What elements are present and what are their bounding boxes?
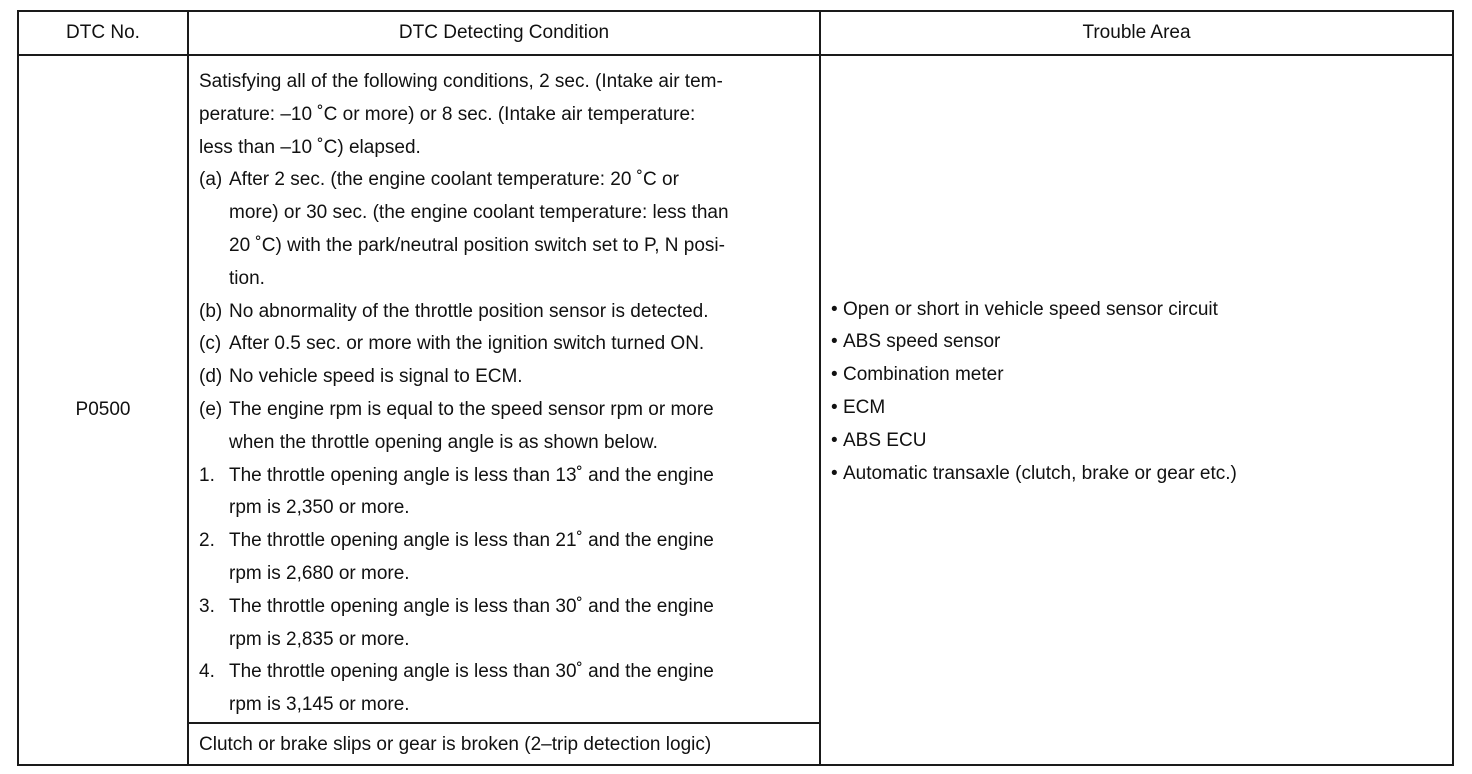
dtc-table: [17, 10, 1454, 766]
item-label: (c): [199, 333, 222, 355]
bullet-icon: •: [831, 429, 838, 451]
item-text: [229, 361, 809, 394]
item-line: No vehicle speed is signal to ECM.: [229, 366, 523, 388]
item-label: 3.: [199, 595, 215, 617]
item-label: (e): [199, 398, 223, 420]
list-item: [831, 326, 1442, 359]
header-trouble-area: Trouble Area: [820, 11, 1453, 55]
item-text: [229, 460, 809, 526]
item-label: 4.: [199, 661, 215, 683]
item-line: The engine rpm is equal to the speed sensor rpm or more: [229, 398, 714, 420]
condition-intro-line: Satisfying all of the following conditions, 2 sec. (Intake air tem-: [199, 71, 723, 92]
item-label: (d): [199, 366, 223, 388]
item-line: No abnormality of the throttle position sensor is detected.: [229, 300, 709, 322]
item-line: rpm is 2,835 or more.: [229, 628, 410, 650]
item-line: 20 ˚C) with the park/neutral position switch set to P, N posi-: [229, 234, 725, 256]
condition-intro-line: less than –10 ˚C) elapsed.: [199, 136, 421, 158]
item-text: [229, 591, 809, 657]
condition-item-e: [199, 394, 809, 460]
detecting-condition-cell: [188, 55, 820, 723]
bullet-icon: •: [831, 462, 838, 484]
item-line: rpm is 3,145 or more.: [229, 694, 410, 716]
item-line: After 0.5 sec. or more with the ignition switch turned ON.: [229, 333, 705, 355]
condition-item-c: [199, 328, 809, 361]
header-row: [18, 11, 1453, 55]
item-label: 1.: [199, 464, 215, 486]
item-line: more) or 30 sec. (the engine coolant temperature: less than: [229, 202, 729, 224]
list-item: [831, 359, 1442, 392]
condition-item-2: [199, 525, 809, 591]
condition-item-b: [199, 296, 809, 329]
item-line: After 2 sec. (the engine coolant temperature: 20 ˚C or: [229, 169, 679, 191]
item-label: (a): [199, 169, 223, 191]
bullet-icon: •: [831, 331, 838, 353]
item-text: [229, 656, 809, 722]
header-dtc-no: DTC No.: [18, 11, 188, 55]
item-line: The throttle opening angle is less than 21˚ and the engine: [229, 530, 714, 552]
trouble-area-text: ECM: [843, 396, 886, 418]
list-item: [831, 392, 1442, 425]
item-line: The throttle opening angle is less than 30˚ and the engine: [229, 661, 714, 683]
trouble-area-text: Combination meter: [843, 364, 1004, 386]
trouble-area-cell: [820, 55, 1453, 765]
table-row: [18, 55, 1453, 723]
list-item: [831, 294, 1442, 327]
bullet-icon: •: [831, 396, 838, 418]
list-item: [831, 425, 1442, 458]
condition-intro-line: perature: –10 ˚C or more) or 8 sec. (Intake air temperature:: [199, 103, 696, 125]
item-line: tion.: [229, 267, 265, 289]
item-label: 2.: [199, 530, 215, 552]
item-text: [229, 328, 809, 361]
condition-item-4: [199, 656, 809, 722]
list-item: [831, 458, 1442, 491]
trouble-area-text: ABS ECU: [843, 429, 927, 451]
item-text: [229, 296, 809, 329]
item-line: The throttle opening angle is less than 13˚ and the engine: [229, 464, 714, 486]
bullet-icon: •: [831, 298, 838, 320]
condition-item-3: [199, 591, 809, 657]
condition-item-d: [199, 361, 809, 394]
item-line: when the throttle opening angle is as shown below.: [229, 431, 658, 453]
item-text: [229, 525, 809, 591]
item-line: rpm is 2,680 or more.: [229, 562, 410, 584]
header-detecting-condition: DTC Detecting Condition: [188, 11, 820, 55]
condition-item-a: [199, 164, 809, 295]
item-line: The throttle opening angle is less than 30˚ and the engine: [229, 595, 714, 617]
condition-extra-cell: Clutch or brake slips or gear is broken (2–trip detection logic): [188, 723, 820, 765]
condition-item-1: [199, 460, 809, 526]
trouble-area-text: ABS speed sensor: [843, 331, 1001, 353]
dtc-number-cell: P0500: [18, 55, 188, 765]
trouble-area-text: Automatic transaxle (clutch, brake or gear etc.): [843, 462, 1237, 484]
bullet-icon: •: [831, 364, 838, 386]
item-text: [229, 164, 809, 295]
item-text: [229, 394, 809, 460]
item-label: (b): [199, 300, 223, 322]
trouble-area-text: Open or short in vehicle speed sensor circuit: [843, 298, 1218, 320]
item-line: rpm is 2,350 or more.: [229, 497, 410, 519]
trouble-area-list: [831, 294, 1442, 491]
